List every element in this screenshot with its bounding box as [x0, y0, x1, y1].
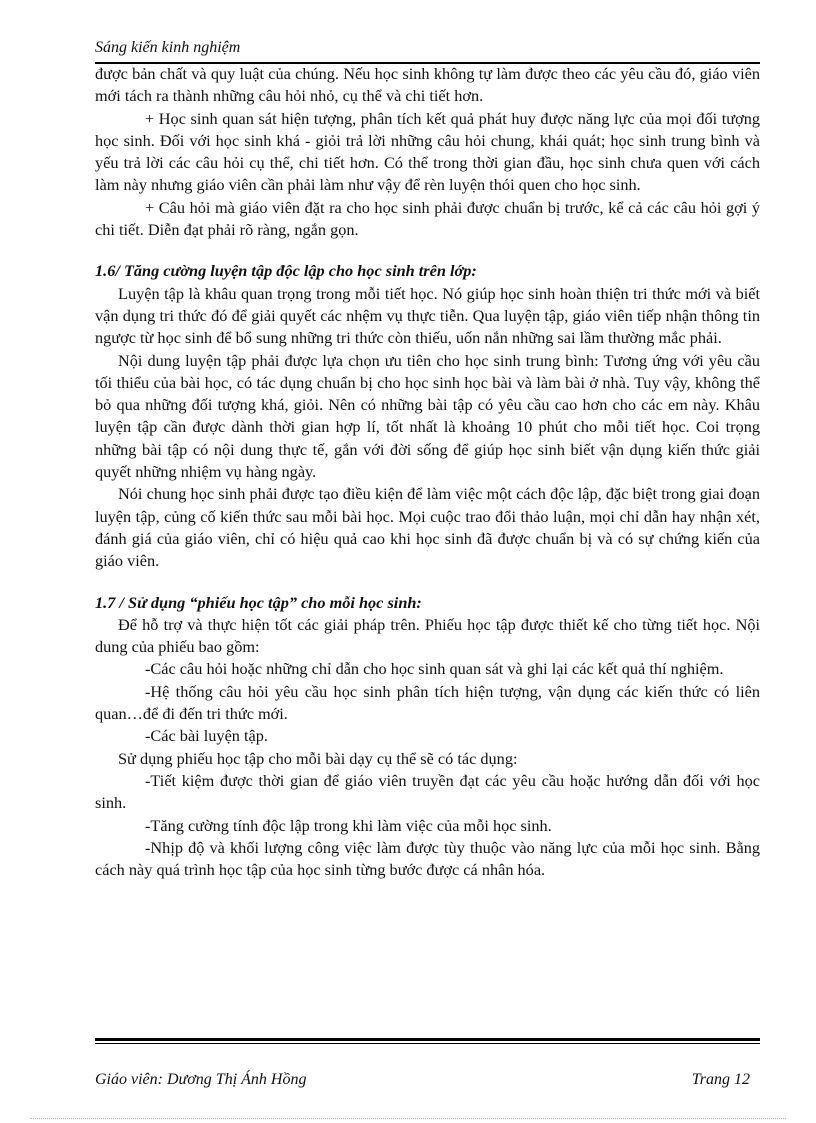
document-body [95, 63, 760, 881]
paragraph: + Học sinh quan sát hiện tượng, phân tích kết quả phát huy được năng lực của mọi đối tượng học sinh. Đối với học sinh khá - giỏi trả lời những câu hỏi chung, khái quát; học sinh trung bình và yếu trả lời các câu hỏi cụ thể, chi tiết hơn. Có thể trong thời gian đầu, học sinh chưa quen với cách làm này nhưng giáo viên cần phải làm như vậy để rèn luyện thói quen cho học sinh. [95, 108, 760, 195]
paragraph: Nội dung luyện tập phải được lựa chọn ưu tiên cho học sinh trung bình: Tương ứng với yêu cầu tối thiểu của bài học, có tác dụng chuẩn bị cho học sinh học bài và làm bài ở nhà. Tuy vậy, không thể bỏ qua những đối tượng khá, giỏi. Nên có những bài tập có yêu cầu cao hơn cho các em này. Khâu luyện tập cần được dành thời gian hợp lí, tốt nhất là khoảng 10 phút cho mỗi tiết học. Coi trọng những bài tập có nội dung thực tế, gắn với đời sống để giúp học sinh biết vận dụng kiến thức giải quyết những nhiệm vụ hàng ngày. [95, 350, 760, 482]
list-item: -Hệ thống câu hỏi yêu cầu học sinh phân tích hiện tượng, vận dụng các kiến thức có liên quan…để đi đến tri thức mới. [95, 681, 760, 724]
page-header [95, 38, 760, 58]
list-item: -Tiết kiệm được thời gian để giáo viên truyền đạt các yêu cầu hoặc hướng dẫn đối với học sinh. [95, 770, 760, 813]
list-item: -Các bài luyện tập. [145, 726, 268, 746]
section-heading-1-7: 1.7 / Sử dụng “phiếu học tập” cho mỗi học sinh: [95, 592, 422, 612]
paragraph: Để hỗ trợ và thực hiện tốt các giải pháp trên. Phiếu học tập được thiết kế cho từng tiết học. Nội dung của phiếu bao gồm: [95, 614, 760, 657]
footer-teacher: Giáo viên: Dương Thị Ánh Hồng [95, 1071, 307, 1088]
page-border-dots [30, 1118, 786, 1119]
list-item: -Nhịp độ và khối lượng công việc làm được tùy thuộc vào năng lực của mỗi học sinh. Bằng cách này quá trình học tập của học sinh từng bước được cá nhân hóa. [95, 837, 760, 880]
list-item: -Tăng cường tính độc lập trong khi làm việc của mỗi học sinh. [145, 815, 552, 835]
section-heading-1-6: 1.6/ Tăng cường luyện tập độc lập cho học sinh trên lớp: [95, 261, 477, 281]
paragraph: Luyện tập là khâu quan trọng trong mỗi tiết học. Nó giúp học sinh hoàn thiện tri thức mới và biết vận dụng tri thức đó để giải quyết các nhệm vụ thực tiễn. Qua luyện tập, giáo viên tiếp nhận thông tin ngược từ học sinh để bổ sung những tri thức còn thiếu, uốn nắn những sai lầm thường mắc phải. [95, 283, 760, 348]
paragraph: + Câu hỏi mà giáo viên đặt ra cho học sinh phải được chuẩn bị trước, kể cả các câu hỏi gợi ý chi tiết. Diễn đạt phải rõ ràng, ngắn gọn. [95, 197, 760, 240]
paragraph: Nói chung học sinh phải được tạo điều kiện để làm việc một cách độc lập, đặc biệt trong giai đoạn luyện tập, củng cố kiến thức sau mỗi bài học. Mọi cuộc trao đổi thảo luận, mọi chỉ dẫn hay nhận xét, đánh giá của giáo viên, chỉ có hiệu quả cao khi học sinh đã được chuẩn bị và có sự chứng kiến của giáo viên. [95, 484, 760, 571]
paragraph: được bản chất và quy luật của chúng. Nếu học sinh không tự làm được theo các yêu cầu đó, giáo viên mới tách ra thành những câu hỏi nhỏ, cụ thể và chi tiết hơn. [95, 64, 760, 106]
header-title: Sáng kiến kinh nghiệm [95, 39, 241, 56]
page-number: Trang 12 [691, 1071, 750, 1088]
footer-rule-thick [95, 1038, 760, 1041]
paragraph: Sử dụng phiếu học tập cho mỗi bài dạy cụ thể sẽ có tác dụng: [118, 748, 518, 768]
footer-rule-thin [95, 1043, 760, 1044]
list-item: -Các câu hỏi hoặc những chỉ dẫn cho học sinh quan sát và ghi lại các kết quả thí nghiệm. [145, 659, 724, 679]
